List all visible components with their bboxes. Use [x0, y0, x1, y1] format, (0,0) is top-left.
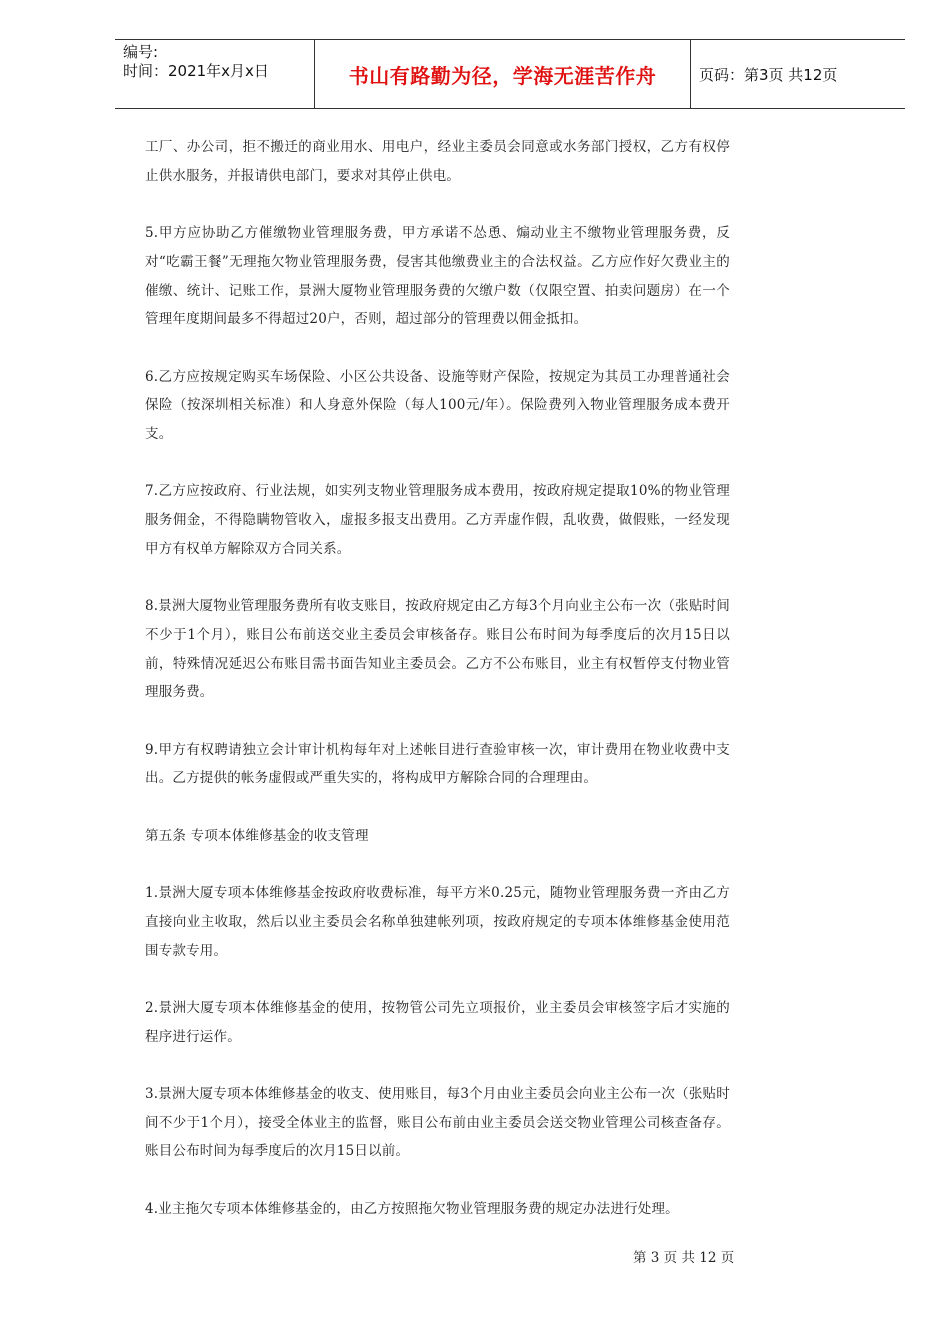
section-heading: 第五条 专项本体维修基金的收支管理 [145, 827, 369, 844]
paragraph: 3.景洲大厦专项本体维修基金的收支、使用账目，每3个月由业主委员会向业主公布一次（张贴时间不少于1个月），接受全体业主的监督，账目公布前由业主委员会送交物业管理公司核查备存。账目公布时间为每季度后的次月15日以前。 [145, 1086, 730, 1160]
paragraph: 9.甲方有权聘请独立会计审计机构每年对上述帐目进行查验审核一次，审计费用在物业收费中支出。乙方提供的帐务虚假或严重失实的，将构成甲方解除合同的合理理由。 [145, 741, 730, 787]
paragraph: 7.乙方应按政府、行业法规，如实列支物业管理服务成本费用，按政府规定提取10%的物业管理服务佣金，不得隐瞒物管收入，虚报多报支出费用。乙方弄虚作假，乱收费，做假账，一经发现甲方有权单方解除双方合同关系。 [145, 483, 730, 557]
paragraph: 8.景洲大厦物业管理服务费所有收支账目，按政府规定由乙方每3个月向业主公布一次（张贴时间不少于1个月），账目公布前送交业主委员会审核备存。账目公布时间为每季度后的次月15日以前，特殊情况延迟公布账目需书面告知业主委员会。乙方不公布账目，业主有权暂停支付物业管理服务费。 [145, 598, 730, 701]
paragraph: 工厂、办公司，拒不搬迁的商业用水、用电户，经业主委员会同意或水务部门授权，乙方有权停止供水服务，并报请供电部门，要求对其停止供电。 [145, 139, 730, 184]
paragraph: 1.景洲大厦专项本体维修基金按政府收费标准，每平方米0.25元，随物业管理服务费一齐由乙方直接向业主收取，然后以业主委员会名称单独建帐列项，按政府规定的专项本体维修基金使用范围专款专用。 [145, 885, 730, 959]
page-footer: 第 3 页 共 12 页 [633, 1250, 735, 1266]
header-motto: 书山有路勤为径，学海无涯苦作舟 [315, 40, 691, 108]
document-header [115, 39, 905, 109]
document-body [145, 133, 730, 1252]
time-label: 时间：2021年x月x日 [123, 62, 269, 80]
number-label: 编号: [123, 43, 159, 61]
paragraph: 5.甲方应协助乙方催缴物业管理服务费，甲方承诺不怂恿、煽动业主不缴物业管理服务费，反对“吃霸王餐”无理拖欠物业管理服务费，侵害其他缴费业主的合法权益。乙方应作好欠费业主的催缴、统计、记账工作，景洲大厦物业管理服务费的欠缴户数（仅限空置、拍卖问题房）在一个管理年度期间最多不得超过20户，否则，超过部分的管理费以佣金抵扣。 [145, 225, 730, 328]
paragraph: 4.业主拖欠专项本体维修基金的，由乙方按照拖欠物业管理服务费的规定办法进行处理。 [145, 1200, 679, 1217]
paragraph: 2.景洲大厦专项本体维修基金的使用，按物管公司先立项报价，业主委员会审核签字后才实施的程序进行运作。 [145, 999, 730, 1045]
header-page-info: 页码：第3页 共12页 [699, 65, 838, 84]
paragraph: 6.乙方应按规定购买车场保险、小区公共设备、设施等财产保险，按规定为其员工办理普通社会保险（按深圳相关标准）和人身意外保险（每人100元/年）。保险费列入物业管理服务成本费开支。 [145, 368, 730, 442]
header-meta [115, 40, 315, 108]
